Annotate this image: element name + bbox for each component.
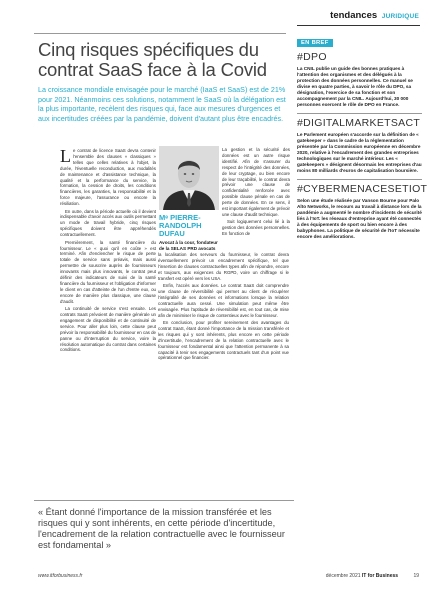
sidebar-top-rule <box>297 25 420 26</box>
sidebar-item-text: Le Parlement européen s'accorde sur la définition de « gatekeeper » dans le cadre de la réglementation présentée par la Commission européenne en décembre 2020, relative à l'encadrement des grandes entreprises technologiques sur le marché intérieur. Les « gatekeepers » désignent désormais les entreprises d'au moins 80 milliards d'euros de capitalisation boursière. <box>297 132 422 173</box>
article-column-2-top <box>222 147 290 239</box>
sidebar-item-text: La CNIL publie un guide des bonnes pratiques à l'attention des organismes et des délégués à la protection des données personnelles. Ce manuel se divise en quatre parties, à savoir le rôle du DPO, sa désignation, l'exercice de sa fonction et son accompagnement par la CNIL. Aujourd'hui, 30 000 personnes exercent le rôle de DPO en France. <box>297 66 413 107</box>
footer-magazine: IT for Business <box>361 573 399 579</box>
author-name: Mᵉ PIERRE-RANDOLPH DUFAU <box>159 213 202 238</box>
article-paragraph: Premièrement, la santé financière du fournisseur. Le « quoi qu'il en coûte » est terminé. Afin d'enclencher le risque de perte totale de service sans préavis, mais aussi permettre de souscrire auprès de fournisseurs innovants mais plus innovants, le contrat peut définir des indicateurs de suivi de la santé financière du fournisseur et l'obligation d'informer le client en cas d'atteinte de l'un d'entre eux, ou encore de manière plus classique, une clause d'audit. <box>60 239 156 304</box>
sidebar-item-text: Selon une étude réalisée par Vanson Bourne pour Palo Alto Networks, le recours au travail à distance lors de la pandémie a augmenté le nombre d'incidents de sécurité liés à l'IoT. les réseaux d'entreprise ayant été connectés à des équipements de sport ou bien encore à des babyphones. La politique de sécurité de l'IoT nécessite encore des améliorations. <box>297 198 422 239</box>
sidebar-hashtag-iot: #CYBERMENACESETIOT <box>297 183 428 195</box>
footer-page-number: 19 <box>413 573 419 579</box>
footer-date: décembre 2021 <box>325 573 362 579</box>
article-paragraph: Le contrat de licence SaaS devra contenir l'ensemble des clauses « classiques » telles que celles relatives à l'objet, la durée, l'éventuelle reconduction, aux modalités de maintenance et d'assistance technique, la qualité et la performance du service, la formation, la cession de droits, les conditions financières, les garanties, la responsabilité et la force majeure, l'assurance ou encore la résiliation. <box>60 146 156 207</box>
article-paragraph: En outre, dans la période actuelle où il devient indispensable d'avoir accès aux outils permettant un mode de travail hybride, cinq risques spécifiques doivent être appréhendés contractuellement. <box>60 208 156 238</box>
sidebar-divider <box>297 179 422 180</box>
article-paragraph: La gestion et la sécurité des données est un autre risque identifié. Afin de s'assurer du respect de l'intégrité des données, de leur cryptage, ou bien encore de leur traçabilité, le contrat devra prévoir une clause de confidentialité renforcée avec possible clause pénale en cas de perte de données. En ce sens, il est important également de prévoir une clause d'audit technique. <box>222 147 290 217</box>
drop-cap: L <box>60 146 71 166</box>
quote-rule <box>34 500 294 501</box>
pull-quote: « Étant donné l'importance de la mission transférée et les risques qui y sont inhérents, en cette période d'incertitude, l'encadrement de la relation contractuelle avec le fournisseur est fondamental » <box>38 507 285 550</box>
article-column-2 <box>158 252 289 363</box>
sidebar-hashtag-dma: #DIGITALMARKETSACT <box>297 117 421 129</box>
sidebar-divider <box>297 113 422 114</box>
article-title: Cinq risques spécifiques du contrat SaaS face à la Covid <box>38 39 267 80</box>
article-paragraph: Enfin, l'accès aux données. Le contrat SaaS doit comprendre une clause de réversibilité qui permet au client de récupérer l'intégralité de ses données et informations lorsque la relation contractuelle aura cessé. Une simulation peut même être envisagée. Plus l'aptitude de réversibilité est, en tout cas, de mise afin de minimiser le risque de contentieux avec le fournisseur. <box>158 283 289 318</box>
article-lead: La croissance mondiale envisagée pour le marché (IaaS et SaaS) est de 21% pour 2021. Néanmoins ces solutions, notamment le SaaS où la délégation est la plus importante, recèlent des risques qui, face aux mesures d'urgences et aux incertitudes créées par la pandémie, doivent d'autant plus être encadrés. <box>38 85 286 123</box>
author-box <box>159 214 221 251</box>
section-tag <box>330 10 419 21</box>
article-top-rule <box>34 33 286 34</box>
article-paragraph: La continuité de service s'est ensuite. Les contrats SaaS prévoient de manière générale un engagement de disponibilité et de continuité de service. Pour aller plus loin, cette clause peut prévoir la responsabilité du fournisseur en cas de panne ou d'interruption du service, voire la résolution automatique du contrat dans certaines conditions. <box>60 306 156 353</box>
article-paragraph: la localisation des serveurs du fournisseur, le contrat devra éventuellement prévoir un encadrement spécifique, tel que l'insertion de clauses contractuelles types afin de répondre, encore et toujours, aux exigences du RGPD, voire un chiffrage si le transfert est opéré vers les USA. <box>158 252 289 281</box>
subsection-name: JURIDIQUE <box>381 13 419 20</box>
en-bref-badge: EN BREF <box>297 39 333 47</box>
sidebar-hashtag-dpo: #DPO <box>297 51 327 63</box>
author-photo <box>159 146 219 210</box>
article-column-1 <box>60 148 156 355</box>
sidebar-en-bref <box>297 31 428 240</box>
footer-website: www.itforbusiness.fr <box>38 573 83 579</box>
footer-issue <box>326 573 419 579</box>
section-name: tendances <box>330 10 378 21</box>
author-role: Avocat à la cour, fondateur de la SELAS PRD avocats <box>159 240 218 251</box>
author-portrait-image <box>159 146 219 210</box>
article-paragraph: Suit logiquement celui lié à la gestion des données personnelles. En fonction de <box>222 219 290 237</box>
article-paragraph: En conclusion, pour profiter sereinement des avantages du contrat SaaS, étant donné l'importance de la mission transférée et les risques qui y sont inhérents, plus encore en cette période d'incertitude, l'encadrement de la relation contractuelle avec le fournisseur est fondamental ainsi que l'attention permanente à sa capacité à tenir ses engagements contractuels tant d'un point vue opérationnel que financier. <box>158 319 289 361</box>
